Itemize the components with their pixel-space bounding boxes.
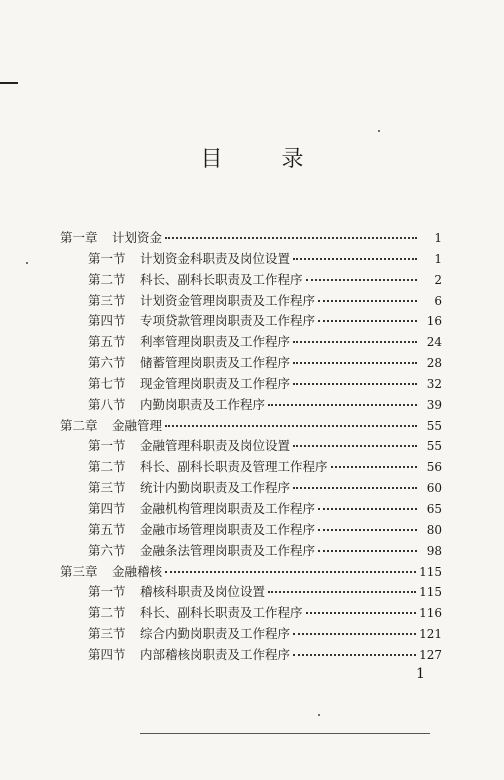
toc-page-number: 32 xyxy=(426,376,442,391)
toc-section-row xyxy=(60,311,442,332)
toc-section-row xyxy=(60,541,442,562)
toc-number: 第三节 xyxy=(88,626,126,642)
toc-leader-dots xyxy=(293,341,417,343)
toc-chapter-row xyxy=(60,562,442,583)
toc-page-number: 6 xyxy=(434,293,442,308)
toc-leader-dots xyxy=(306,612,417,614)
scan-speck xyxy=(318,714,320,716)
toc-number: 第六节 xyxy=(88,355,126,371)
margin-mark xyxy=(0,82,18,84)
toc-title: 稽核科职责及岗位设置 xyxy=(140,584,266,600)
toc-page-number: 28 xyxy=(426,356,442,371)
toc-page-number: 60 xyxy=(426,481,442,496)
toc-title: 利率管理岗职责及工作程序 xyxy=(140,334,291,350)
toc-title: 计划资金科职责及岗位设置 xyxy=(140,250,291,266)
page-number: 1 xyxy=(416,666,425,682)
toc-leader-dots xyxy=(331,466,417,468)
toc-page-number: 127 xyxy=(419,647,442,662)
toc-section-row xyxy=(60,353,442,374)
toc-leader-dots xyxy=(318,508,417,510)
toc-number: 第四节 xyxy=(88,500,126,516)
toc-page-number: 56 xyxy=(426,460,442,475)
toc-page-number: 39 xyxy=(426,397,442,412)
toc-number: 第四节 xyxy=(88,646,126,662)
toc-number: 第五节 xyxy=(88,334,126,350)
toc-number: 第六节 xyxy=(88,542,126,558)
toc-leader-dots xyxy=(318,529,417,531)
toc-page-number: 65 xyxy=(426,501,442,516)
toc-leader-dots xyxy=(293,258,417,260)
toc-section-row xyxy=(60,499,442,520)
toc-leader-dots xyxy=(293,445,417,447)
toc-page-number: 2 xyxy=(434,272,442,287)
toc-section-row xyxy=(60,291,442,312)
toc-section-row xyxy=(60,374,442,395)
toc-page-number: 1 xyxy=(434,251,442,266)
toc-chapter-row xyxy=(60,416,442,437)
toc-page-number: 80 xyxy=(426,522,442,537)
toc-number: 第一节 xyxy=(88,438,126,454)
toc-number: 第四节 xyxy=(88,313,126,329)
toc-page-number: 16 xyxy=(426,314,442,329)
toc-leader-dots xyxy=(293,654,416,656)
toc-title: 内部稽核岗职责及工作程序 xyxy=(140,646,291,662)
bottom-rule xyxy=(140,733,430,734)
toc-title: 金融条法管理岗职责及工作程序 xyxy=(140,542,316,558)
scan-speck xyxy=(26,262,28,264)
toc-title: 计划资金管理岗职责及工作程序 xyxy=(140,292,316,308)
toc-leader-dots xyxy=(306,279,417,281)
toc-title: 现金管理岗职责及工作程序 xyxy=(140,375,291,391)
toc-number: 第二节 xyxy=(88,605,126,621)
toc-section-row xyxy=(60,624,442,645)
toc-leader-dots xyxy=(165,425,417,427)
toc-title: 科长、副科长职责及管理工作程序 xyxy=(140,459,328,475)
toc-page-number: 115 xyxy=(419,564,442,579)
toc-title: 科长、副科长职责及工作程序 xyxy=(140,605,303,621)
toc-leader-dots xyxy=(268,591,416,593)
toc-number: 第二节 xyxy=(88,459,126,475)
toc-title: 金融稽核 xyxy=(112,563,163,579)
toc-number: 第三章 xyxy=(60,563,98,579)
toc-number: 第五节 xyxy=(88,521,126,537)
toc-page-number: 24 xyxy=(426,335,442,350)
toc-section-row xyxy=(60,478,442,499)
toc-number: 第二章 xyxy=(60,417,98,433)
toc-title: 金融机构管理岗职责及工作程序 xyxy=(140,500,316,516)
toc-title: 专项贷款管理岗职责及工作程序 xyxy=(140,313,316,329)
toc-leader-dots xyxy=(318,320,417,322)
toc-section-row xyxy=(60,457,442,478)
toc-leader-dots xyxy=(268,404,417,406)
toc-title: 综合内勤岗职责及工作程序 xyxy=(140,626,291,642)
toc-page-number: 1 xyxy=(434,231,442,245)
toc-page-number: 121 xyxy=(419,627,442,642)
toc-title: 金融市场管理岗职责及工作程序 xyxy=(140,521,316,537)
toc-page-number: 98 xyxy=(426,543,442,558)
toc-title: 计划资金 xyxy=(112,230,163,245)
toc-section-row xyxy=(60,582,442,603)
toc-number: 第七节 xyxy=(88,375,126,391)
toc-leader-dots xyxy=(165,237,417,239)
toc-page-number: 115 xyxy=(419,585,442,600)
toc-page-number: 116 xyxy=(419,606,442,621)
toc-leader-dots xyxy=(293,633,416,635)
toc-title: 科长、副科长职责及工作程序 xyxy=(140,271,303,287)
scan-speck xyxy=(378,130,380,132)
toc-leader-dots xyxy=(293,487,417,489)
toc-leader-dots xyxy=(318,550,417,552)
toc-number: 第一章 xyxy=(60,230,98,245)
toc-title: 金融管理科职责及岗位设置 xyxy=(140,438,291,454)
toc-section-row xyxy=(60,645,442,666)
toc-section-row xyxy=(60,249,442,270)
toc-number: 第三节 xyxy=(88,480,126,496)
page-title: 目 录 xyxy=(200,147,330,172)
toc-number: 第一节 xyxy=(88,584,126,600)
toc-leader-dots xyxy=(293,383,417,385)
toc-number: 第一节 xyxy=(88,250,126,266)
toc-number: 第二节 xyxy=(88,271,126,287)
toc-page-number: 55 xyxy=(426,418,442,433)
table-of-contents xyxy=(60,228,442,666)
toc-section-row xyxy=(60,395,442,416)
toc-title: 内勤岗职责及工作程序 xyxy=(140,396,266,412)
toc-section-row xyxy=(60,520,442,541)
toc-leader-dots xyxy=(165,571,416,573)
toc-page-number: 55 xyxy=(426,439,442,454)
toc-number: 第八节 xyxy=(88,396,126,412)
toc-section-row xyxy=(60,436,442,457)
toc-section-row xyxy=(60,603,442,624)
toc-title: 金融管理 xyxy=(112,417,163,433)
toc-section-row xyxy=(60,270,442,291)
toc-leader-dots xyxy=(293,362,417,364)
toc-title: 统计内勤岗职责及工作程序 xyxy=(140,480,291,496)
toc-leader-dots xyxy=(318,300,417,302)
toc-number: 第三节 xyxy=(88,292,126,308)
toc-chapter-row xyxy=(60,228,442,249)
toc-section-row xyxy=(60,332,442,353)
toc-title: 储蓄管理岗职责及工作程序 xyxy=(140,355,291,371)
